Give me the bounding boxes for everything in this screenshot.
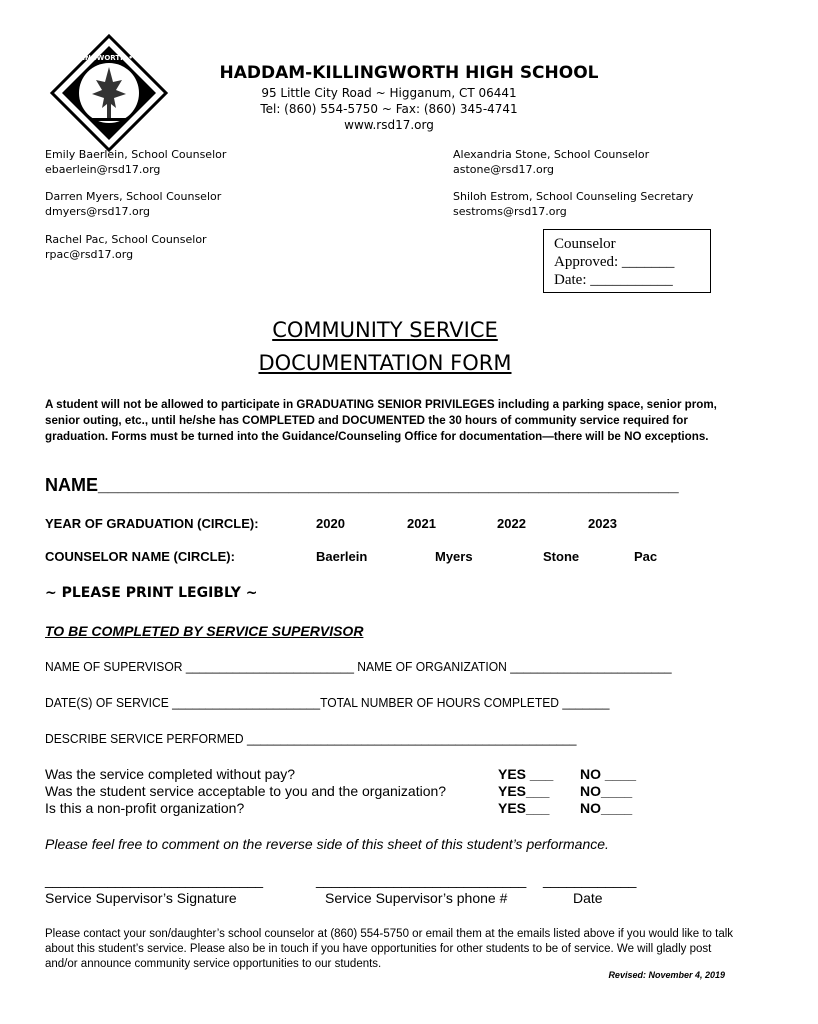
staff-name: Rachel Pac, School Counselor <box>45 233 207 246</box>
school-phone-fax: Tel: (860) 554-5750 ~ Fax: (860) 345-4741 <box>260 102 518 116</box>
staff-baerlein <box>45 147 226 177</box>
signature-line[interactable]: ____________________________ <box>45 872 264 888</box>
counselor-option-pac[interactable]: Pac <box>634 549 658 564</box>
contact-paragraph: Please contact your son/daughter’s school counselor at (860) 554-5750 or email them at the emails listed above if you would like to talk about this student’s service. Please also be in touch if you have opportunities for other students to be of service. We will gladly post and/or announce community service opportunities to our students. <box>45 928 734 970</box>
date-label: Date <box>573 890 603 906</box>
question-acceptable: Was the student service acceptable to you and the organization? <box>45 783 447 799</box>
staff-email: sestroms@rsd17.org <box>453 205 567 218</box>
year-option-2020[interactable]: 2020 <box>316 516 345 531</box>
revised-date: Revised: November 4, 2019 <box>608 970 725 980</box>
answer-no-2[interactable]: NO____ <box>580 783 633 799</box>
counselor-label: COUNSELOR NAME (CIRCLE): <box>45 549 235 564</box>
staff-name: Shiloh Estrom, School Counseling Secretary <box>453 190 694 203</box>
answer-no-3[interactable]: NO____ <box>580 800 633 816</box>
form-title-line2: DOCUMENTATION FORM <box>258 351 512 375</box>
logo-text: HADDAM • KILLINGWORTH • HIGH • SCHOOL <box>20 54 198 62</box>
staff-pac <box>45 232 207 262</box>
date-line[interactable]: ____________ <box>543 872 637 888</box>
intro-paragraph: A student will not be allowed to participate in GRADUATING SENIOR PRIVILEGES including a parking space, senior prom, senior outing, etc., until he/she has COMPLETED and DOCUMENTED the 30 hours of community service required for graduation. Forms must be turned into the Guidance/Counseling Office for documentation—there will be NO exceptions. <box>45 398 717 443</box>
staff-estrom <box>453 189 693 219</box>
staff-name: Emily Baerlein, School Counselor <box>45 148 227 161</box>
signature-label: Service Supervisor’s Signature <box>45 890 237 906</box>
staff-name: Alexandria Stone, School Counselor <box>453 148 650 161</box>
staff-stone <box>453 147 649 177</box>
staff-myers <box>45 189 221 219</box>
counselor-option-myers[interactable]: Myers <box>435 549 473 564</box>
form-title-line1: COMMUNITY SERVICE <box>272 318 498 342</box>
staff-email: ebaerlein@rsd17.org <box>45 163 161 176</box>
school-website: www.rsd17.org <box>344 118 434 132</box>
phone-line[interactable]: ___________________________ <box>316 872 527 888</box>
year-option-2022[interactable]: 2022 <box>497 516 526 531</box>
approval-approved-line: Approved: _______ <box>554 254 675 270</box>
print-legibly-note: ~ PLEASE PRINT LEGIBLY ~ <box>45 585 258 601</box>
phone-label: Service Supervisor’s phone # <box>325 890 508 906</box>
answer-yes-1[interactable]: YES ___ <box>498 766 554 782</box>
staff-email: astone@rsd17.org <box>453 163 555 176</box>
counselor-approval-box <box>543 229 711 293</box>
comment-note: Please feel free to comment on the reverse side of this sheet of this student’s performance. <box>45 836 609 852</box>
supervisor-name-org-field[interactable]: NAME OF SUPERVISOR _________________________ NAME OF ORGANIZATION ________________________ <box>45 659 672 674</box>
service-description-field[interactable]: DESCRIBE SERVICE PERFORMED _________________________________________________ <box>45 731 577 746</box>
supervisor-section-heading: TO BE COMPLETED BY SERVICE SUPERVISOR <box>45 623 364 639</box>
counselor-option-baerlein[interactable]: Baerlein <box>316 549 368 564</box>
year-option-2021[interactable]: 2021 <box>407 516 436 531</box>
counselor-option-stone[interactable]: Stone <box>543 549 580 564</box>
approval-label: Counselor <box>554 236 616 252</box>
student-name-field[interactable]: NAME__________________________________________________________ <box>45 475 679 495</box>
staff-email: rpac@rsd17.org <box>45 248 134 261</box>
school-address: 95 Little City Road ~ Higganum, CT 06441 <box>261 86 517 100</box>
approval-date-line: Date: ___________ <box>554 272 673 288</box>
answer-yes-3[interactable]: YES___ <box>498 800 550 816</box>
service-dates-hours-field[interactable]: DATE(S) OF SERVICE ______________________TOTAL NUMBER OF HOURS COMPLETED _______ <box>45 695 610 710</box>
school-name: HADDAM-KILLINGWORTH HIGH SCHOOL <box>219 63 599 83</box>
staff-email: dmyers@rsd17.org <box>45 205 150 218</box>
year-option-2023[interactable]: 2023 <box>588 516 617 531</box>
graduation-label: YEAR OF GRADUATION (CIRCLE): <box>45 516 259 531</box>
question-non-profit: Is this a non-profit organization? <box>45 800 245 816</box>
answer-no-1[interactable]: NO ____ <box>580 766 637 782</box>
staff-name: Darren Myers, School Counselor <box>45 190 222 203</box>
answer-yes-2[interactable]: YES___ <box>498 783 550 799</box>
question-without-pay: Was the service completed without pay? <box>45 766 296 782</box>
